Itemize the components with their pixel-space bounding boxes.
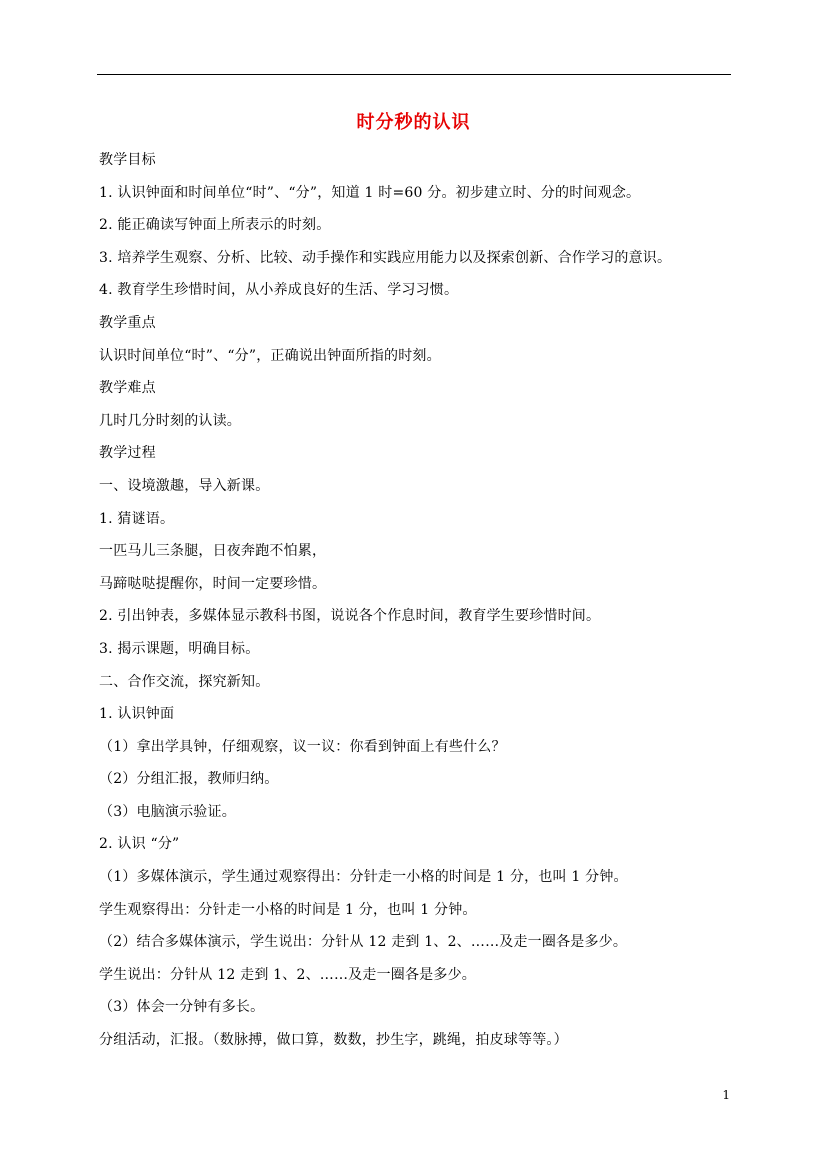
paragraph-line: （3）电脑演示验证。 (99, 803, 236, 820)
header-rule (97, 74, 731, 75)
paragraph-line: 学生说出：分针从 12 走到 1、2、……及走一圈各是多少。 (99, 966, 476, 983)
paragraph-line: （3）体会一分钟有多长。 (99, 999, 265, 1016)
section-heading-process: 教学过程 (99, 445, 156, 462)
paragraph-line: 一匹马儿三条腿，日夜奔跑不怕累， (99, 543, 327, 560)
paragraph-line: 3. 揭示课题，明确目标。 (99, 640, 260, 657)
paragraph-line: 3. 培养学生观察、分析、比较、动手操作和实践应用能力以及探索创新、合作学习的意识。 (99, 249, 672, 266)
section-heading-difficulties: 教学难点 (99, 380, 156, 397)
paragraph-line: （1）多媒体演示，学生通过观察得出：分针走一小格的时间是 1 分，也叫 1 分钟。 (99, 869, 628, 886)
paragraph-line: 1. 猜谜语。 (99, 510, 175, 527)
paragraph-line: 认识时间单位“时”、“分”，正确说出钟面所指的时刻。 (99, 347, 441, 364)
paragraph-line: 4. 教育学生珍惜时间，从小养成良好的生活、学习习惯。 (99, 282, 459, 299)
paragraph-line: 二、合作交流，探究新知。 (99, 673, 270, 690)
paragraph-line: 1. 认识钟面 (99, 706, 175, 723)
paragraph-line: 一、设境激趣，导入新课。 (99, 477, 270, 494)
paragraph-line: 几时几分时刻的认读。 (99, 412, 241, 429)
paragraph-line: 1. 认识钟面和时间单位“时”、“分”，知道 1 时=60 分。初步建立时、分的时间观念。 (99, 184, 641, 201)
paragraph-line: 马蹄哒哒提醒你，时间一定要珍惜。 (99, 575, 327, 592)
section-heading-key-points: 教学重点 (99, 314, 156, 331)
document-body (99, 144, 739, 1057)
paragraph-line: 2. 认识 “分” (99, 836, 180, 853)
paragraph-line: （2）分组汇报，教师归纳。 (99, 771, 279, 788)
section-heading-objectives: 教学目标 (99, 152, 156, 168)
paragraph-line: 2. 能正确读写钟面上所表示的时刻。 (99, 217, 331, 234)
paragraph-line: 分组活动，汇报。（数脉搏，做口算，数数，抄生字，跳绳，拍皮球等等。） (99, 1032, 568, 1049)
paragraph-line: 2. 引出钟表，多媒体显示教科书图，说说各个作息时间，教育学生要珍惜时间。 (99, 608, 601, 625)
paragraph-line: 学生观察得出：分针走一小格的时间是 1 分，也叫 1 分钟。 (99, 901, 477, 918)
document-title: 时分秒的认识 (356, 112, 471, 133)
paragraph-line: （2）结合多媒体演示，学生说出：分针从 12 走到 1、2、……及走一圈各是多少。 (99, 934, 628, 951)
page-number: 1 (722, 1088, 730, 1102)
paragraph-line: （1）拿出学具钟，仔细观察，议一议：你看到钟面上有些什么？ (99, 738, 506, 755)
